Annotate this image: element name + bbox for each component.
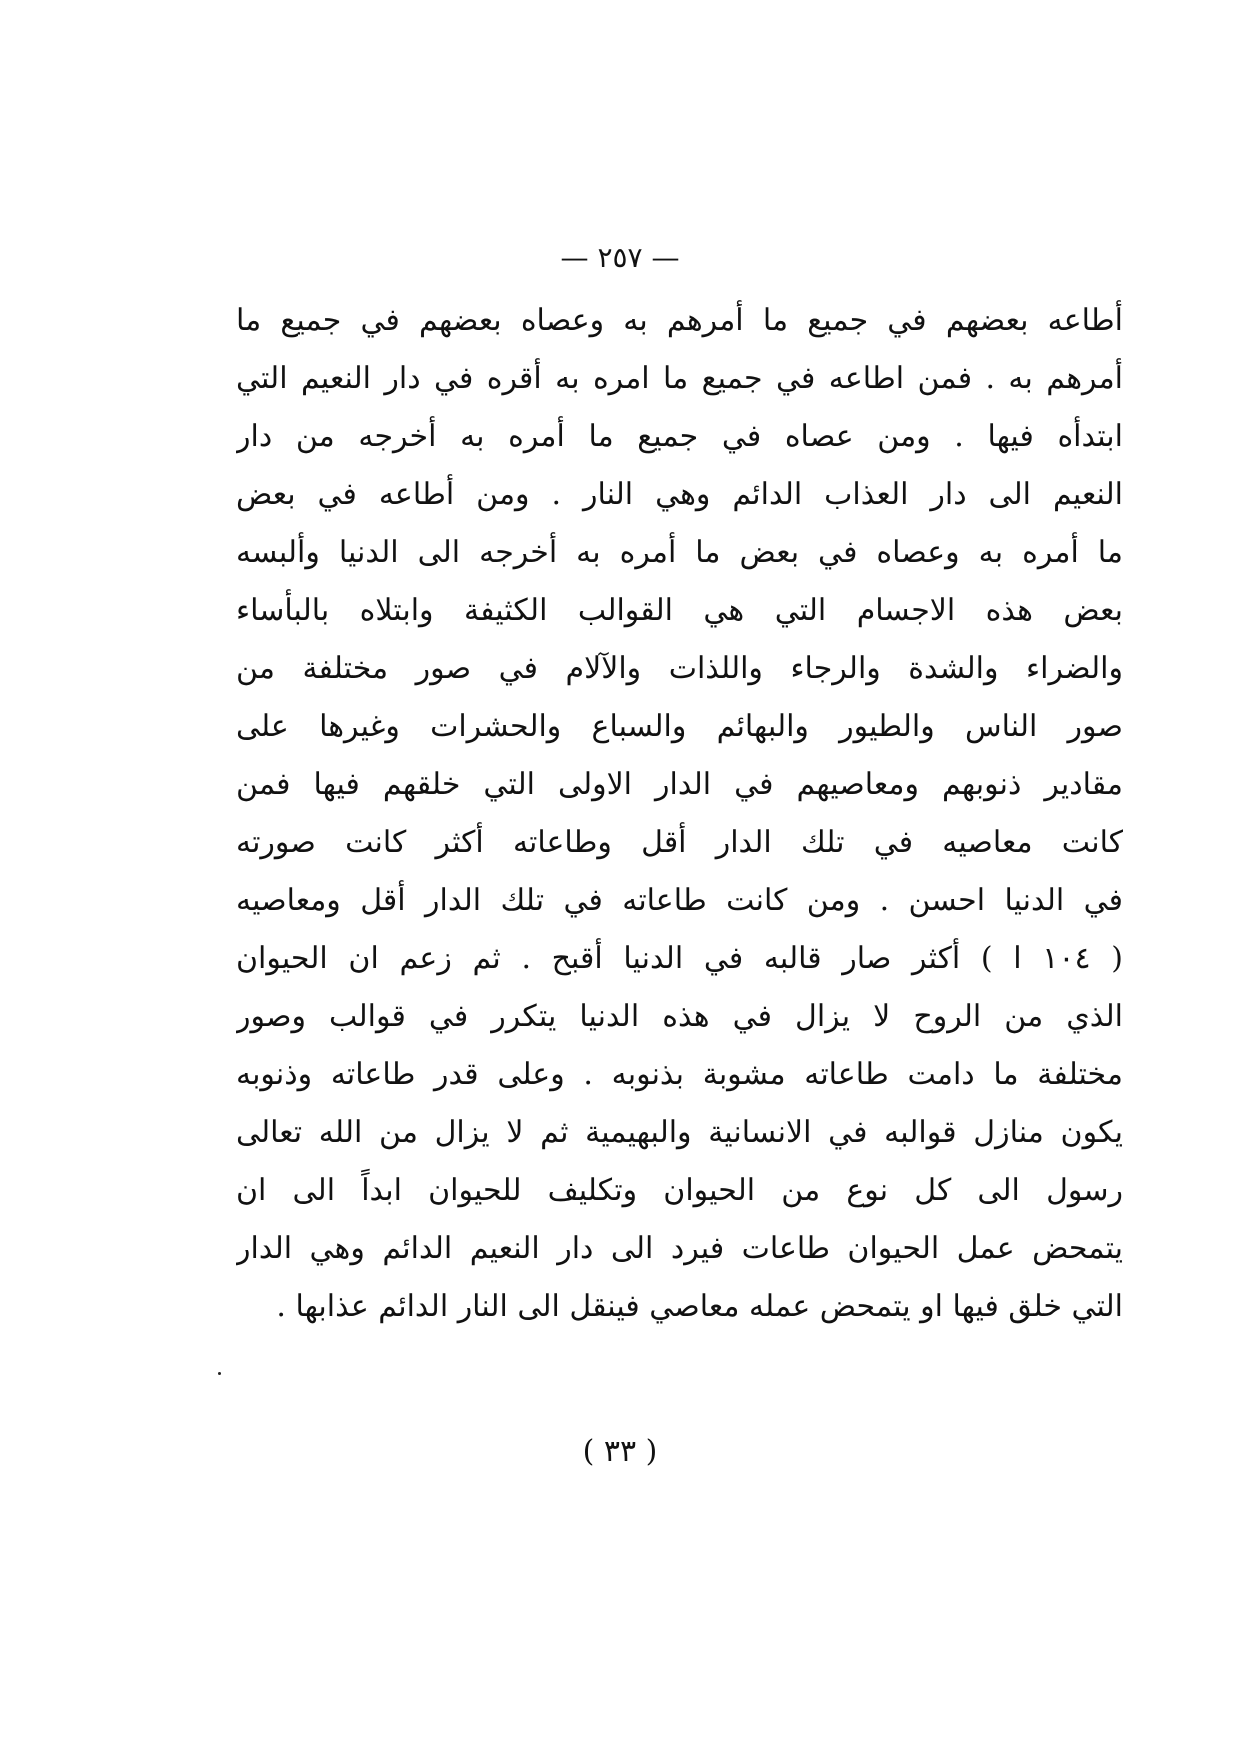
text-line: الذي من الروح لا يزال في هذه الدنيا يتكرر في قوالب وصور [236,999,1123,1034]
text-line: التي خلق فيها او يتمحض عمله معاصي فينقل الى النار الدائم عذابها . [276,1289,1123,1324]
text-line: أطاعه بعضهم في جميع ما أمرهم به وعصاه بعضهم في جميع ما [236,303,1123,338]
text-line: رسول الى كل نوع من الحيوان وتكليف للحيوان ابداً الى ان [236,1173,1123,1208]
text-line: أمرهم به . فمن اطاعه في جميع ما امره به أقره في دار النعيم التي [236,361,1123,396]
text-line: ما أمره به وعصاه في بعض ما أمره به أخرجه الى الدنيا وألبسه [236,535,1123,570]
text-line: مقادير ذنوبهم ومعاصيهم في الدار الاولى التي خلقهم فيها فمن [236,767,1123,802]
text-line: والضراء والشدة والرجاء واللذات والآلام في صور مختلفة من [236,651,1123,686]
body-text [236,292,1123,1336]
text-line: النعيم الى دار العذاب الدائم وهي النار . ومن أطاعه في بعض [236,477,1123,512]
text-line: مختلفة ما دامت طاعاته مشوبة بذنوبه . وعلى قدر طاعاته وذنوبه [236,1057,1123,1092]
page-number: — ٢٥٧ — [560,241,680,274]
text-line: ابتدأه فيها . ومن عصاه في جميع ما أمره به أخرجه من دار [236,419,1123,454]
margin-mark [218,1372,221,1375]
text-line: ( ١٠٤ ا ) أكثر صار قالبه في الدنيا أقبح . ثم زعم ان الحيوان [236,941,1123,976]
text-line: صور الناس والطيور والبهائم والسباع والحشرات وغيرها على [236,709,1123,744]
text-line: كانت معاصيه في تلك الدار أقل وطاعاته أكثر كانت صورته [236,825,1123,860]
text-line: بعض هذه الاجسام التي هي القوالب الكثيفة وابتلاه بالبأساء [236,593,1123,628]
text-line: يكون منازل قوالبه في الانسانية والبهيمية ثم لا يزال من الله تعالى [236,1115,1123,1150]
text-line: يتمحض عمل الحيوان طاعات فيرد الى دار النعيم الدائم وهي الدار [236,1231,1123,1266]
text-line: في الدنيا احسن . ومن كانت طاعاته في تلك الدار أقل ومعاصيه [236,883,1123,918]
signature-mark: ( ٣٣ ) [582,1434,658,1469]
